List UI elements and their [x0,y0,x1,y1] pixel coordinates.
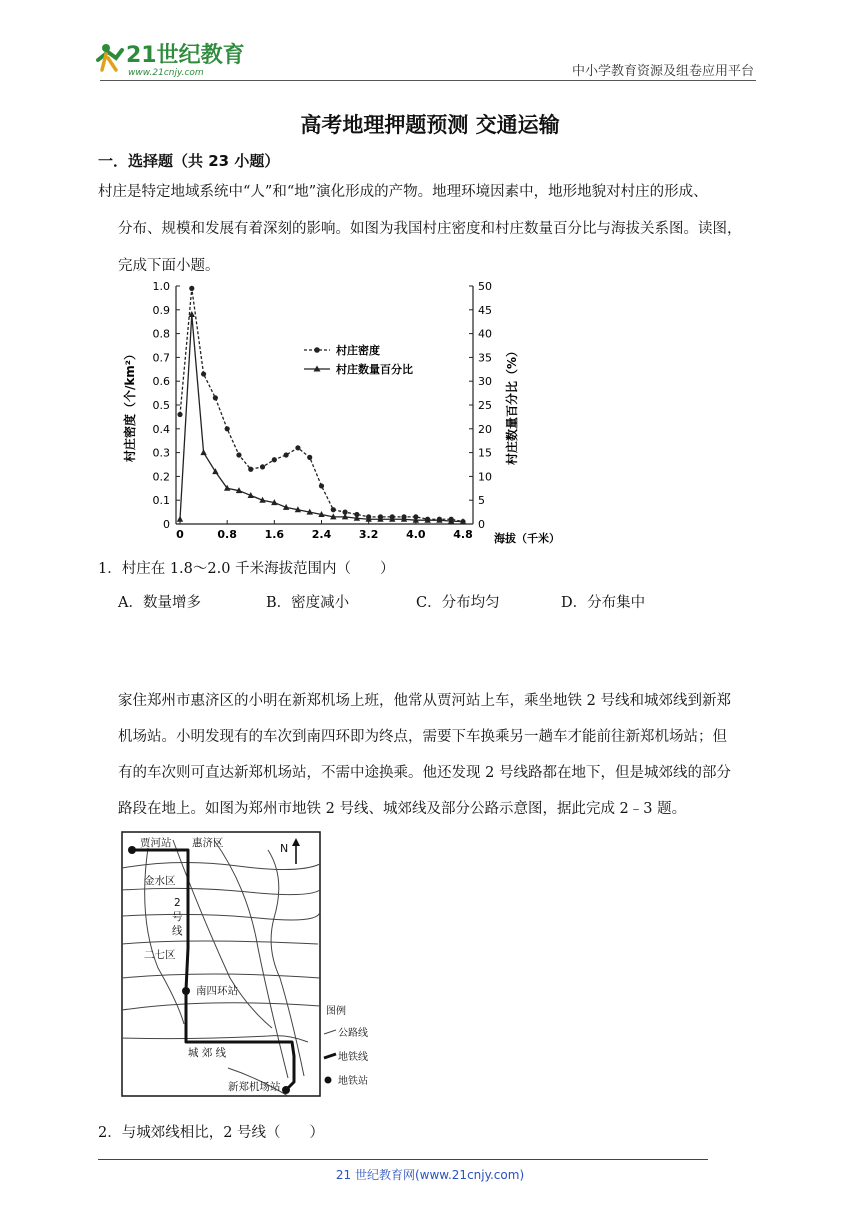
y-right-tick-label: 50 [478,280,492,293]
density-point [213,395,218,400]
passage2-line1: 家住郑州市惠济区的小明在新郑机场上班，他常从贾河站上车，乘坐地铁 2 号线和城郊线到新郑 [118,693,731,709]
y-right-tick-label: 5 [478,494,485,508]
legend-station-label: 地铁站 [338,1076,368,1087]
label-station-end: 新郑机场站 [228,1081,281,1093]
legend-percent-label: 村庄数量百分比 [336,363,413,376]
passage2-line4: 路段在地上。如图为郑州市地铁 2 号线、城郊线及部分公路示意图，据此完成 2﹣3 题。 [118,801,687,817]
percent-point [200,449,206,455]
y-right-tick-label: 20 [478,422,492,436]
runner-logo-icon [92,36,262,78]
y-left-tick-label: 0.9 [152,303,170,317]
density-point [177,412,182,417]
label-station-transfer: 南四环站 [196,985,238,997]
legend-density-label: 村庄密度 [336,344,380,357]
logo-main-text: 21世纪教育 [126,43,245,68]
x-tick-label: 0.8 [217,528,237,541]
station-transfer-marker [182,987,190,995]
passage2-line2: 机场站。小明发现有的车次到南四环即为终点，需要下车换乘另一趟车才能前往新郑机场站；但 [118,729,727,745]
passage1-line2: 分布、规模和发展有着深刻的影响。如图为我国村庄密度和村庄数量百分比与海拔关系图。读图， [118,221,742,237]
q1-option-c[interactable]: C．分布均匀 [416,595,500,611]
y-left-tick-label: 1.0 [152,280,170,293]
legend-density-marker [314,347,320,353]
passage1-line1: 村庄是特定地域系统中“人”和“地”演化形成的产物。地理环境因素中，地形地貌对村庄的形成、 [98,184,708,200]
y-left-tick-label: 0.3 [152,446,170,460]
label-line2-b: 号 [172,911,183,923]
y-left-tick-label: 0.6 [152,375,170,389]
legend-metro-line [324,1054,336,1058]
density-point [189,286,194,291]
legend-road-label: 公路线 [338,1028,368,1039]
y-left-tick-label: 0 [163,518,170,531]
y-left-tick-label: 0.5 [152,399,170,412]
question-2-stem: 2．与城郊线相比，2 号线（ ） [98,1125,325,1141]
map-legend [324,1004,368,1087]
density-point [331,507,336,512]
map-labels [140,836,288,1093]
y-right-tick-label: 15 [478,446,492,460]
label-district-jinshui: 金水区 [144,875,176,887]
x-tick-label: 2.4 [311,528,332,541]
y-right-tick-label: 25 [478,399,492,412]
road-line [122,1003,320,1010]
y-right-tick-label: 0 [478,518,485,531]
legend-metro-label: 地铁线 [338,1052,368,1063]
q1-option-b[interactable]: B．密度减小 [266,595,350,611]
y-left-tick-label: 0.2 [152,470,170,484]
x-ticks [176,520,473,541]
density-point [225,426,230,431]
x-axis-label: 海拔（千米） [494,532,560,545]
label-station-start: 贾河站 [140,837,172,849]
logo-sub-text: www.21cnjy.com [128,68,204,78]
x-tick-label: 4.8 [453,528,473,541]
y-left-tick-label: 0.8 [152,327,170,341]
y-left-tick-label: 0.7 [152,351,170,365]
y-left-tick-label: 0.4 [152,422,170,436]
label-suburban-line: 城 郊 线 [188,1047,227,1059]
label-district-huiji: 惠济区 [192,837,224,849]
y-right-label: 村庄数量百分比（%） [505,344,519,466]
site-logo [92,36,262,78]
q1-option-a[interactable]: A．数量增多 [118,595,201,611]
density-point [284,452,289,457]
platform-name: 中小学教育资源及组卷应用平台 [571,64,754,79]
x-tick-label: 1.6 [264,528,285,541]
page-title: 高考地理押题预测 交通运输 [300,113,560,137]
y-right-tick-label: 40 [478,327,492,341]
y-right-tick-label: 45 [478,303,492,317]
density-point [319,483,324,488]
metro-map [118,828,378,1100]
density-point [272,457,277,462]
percent-point [177,516,183,522]
x-tick-label: 4.0 [406,528,426,541]
header-divider [100,80,756,81]
density-point [260,464,265,469]
chart-axes [176,286,473,524]
station-start-marker [128,846,136,854]
passage2-line3: 有的车次则可直达新郑机场站，不需中途换乘。他还发现 2 号线路都在地下，但是城郊线的部分 [118,765,731,781]
north-arrow-icon [292,838,300,864]
road-line [122,912,320,920]
legend-road-line [324,1030,336,1034]
footer-divider [98,1159,708,1160]
passage1-line3: 完成下面小题。 [118,258,220,274]
legend-station-marker [325,1077,332,1084]
density-point [307,455,312,460]
road-line [122,862,320,869]
legend-title: 图例 [326,1006,346,1017]
series-village-density [177,286,465,524]
x-tick-label: 0 [176,528,184,541]
density-point [248,467,253,472]
y-right-tick-label: 30 [478,375,492,389]
label-north: N [280,842,289,855]
label-district-erqi: 二七区 [144,949,176,961]
density-point [201,371,206,376]
footer-link[interactable]: 21 世纪教育网(www.21cnjy.com) [335,1168,525,1182]
y-left-label: 村庄密度（个/km²） [123,347,137,463]
y-right-tick-label: 35 [478,351,492,365]
question-1-stem: 1．村庄在 1.8～2.0 千米海拔范围内（ ） [98,561,395,577]
label-line2-c: 线 [172,925,183,937]
station-end-marker [282,1086,290,1094]
village-chart [118,280,560,548]
density-point [295,445,300,450]
x-tick-label: 3.2 [358,528,379,541]
chart-legend [304,343,413,376]
road-line [122,941,318,944]
q1-option-d[interactable]: D．分布集中 [561,595,646,611]
section-heading: 一．选择题（共 23 小题） [98,152,280,170]
road-line [122,974,320,978]
label-line2-a: 2 [174,897,181,909]
y-right-tick-label: 10 [478,470,492,484]
y-left-tick-label: 0.1 [152,494,170,508]
series-village-percent [177,311,466,524]
density-point [236,452,241,457]
road-line [122,888,320,894]
